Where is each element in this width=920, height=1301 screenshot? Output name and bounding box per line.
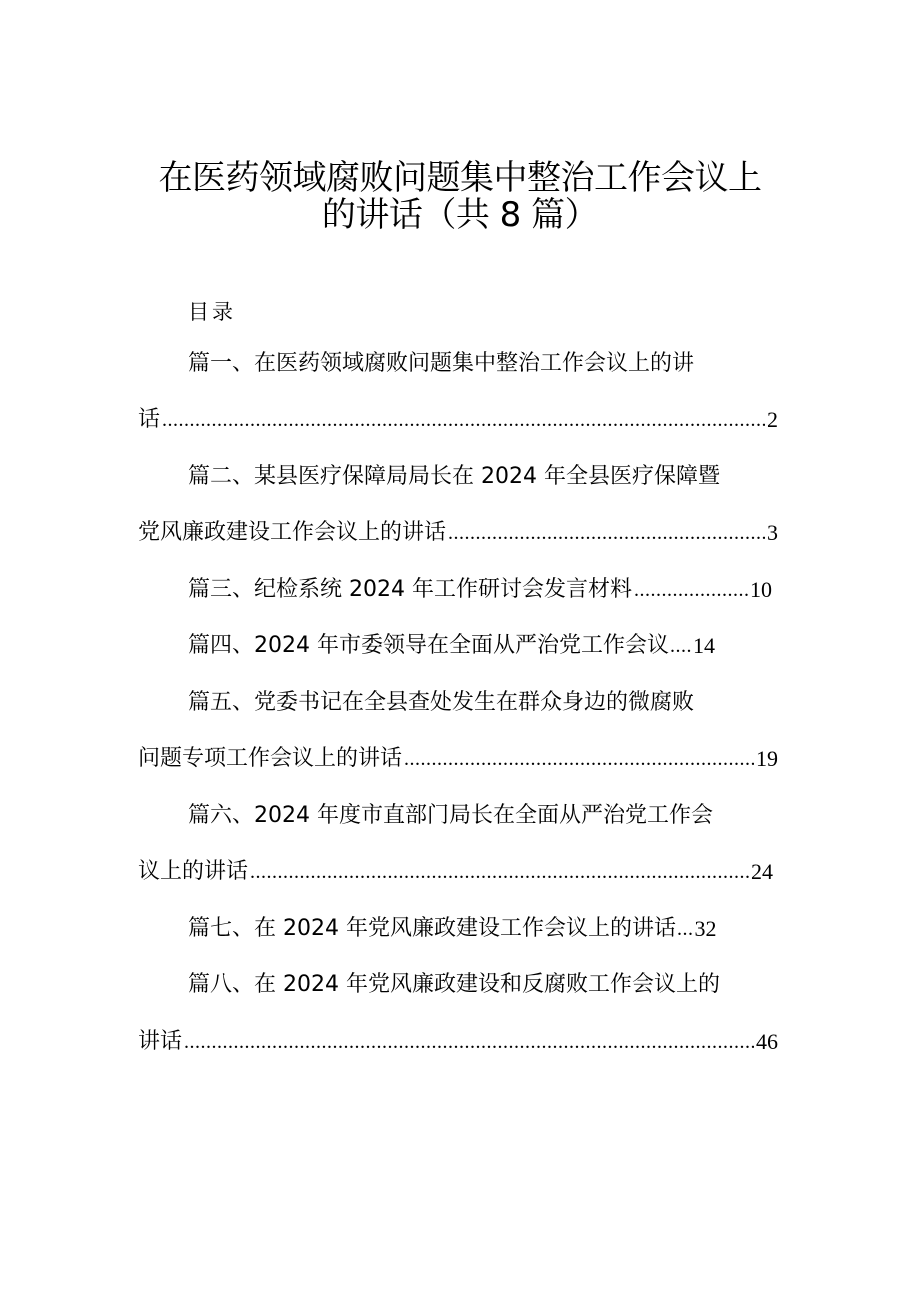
toc-entry-6-text: 议上的讲话 — [138, 859, 249, 884]
toc-leader-dots: ... — [676, 918, 694, 940]
toc-leader-dots — [404, 745, 754, 773]
toc-leader-dots — [634, 576, 748, 604]
toc-leader-dots — [184, 1028, 754, 1056]
toc-entry-4[interactable] — [188, 632, 733, 660]
toc-entry-5-page: 19 — [756, 746, 778, 771]
toc-entry-3[interactable] — [188, 576, 772, 604]
toc-entry-2-line-2[interactable] — [138, 519, 778, 547]
toc-entry-2-page: 3 — [767, 520, 778, 545]
toc-leader-dots — [162, 406, 765, 434]
toc-entry-4-page: 14 — [692, 633, 715, 658]
toc-entry-6-line-1[interactable]: 篇六、2024 年度市直部门局长在全面从严治党工作会 — [188, 803, 713, 828]
toc-entry-5-line-2[interactable] — [138, 745, 778, 773]
toc-entry-1-page: 2 — [767, 407, 778, 432]
toc-entry-5-line-1[interactable]: 篇五、党委书记在全县查处发生在群众身边的微腐败 — [188, 690, 695, 715]
toc-entry-7[interactable] — [188, 915, 733, 943]
toc-entry-6-page: 24 — [751, 859, 773, 884]
toc-entry-2-text: 党风廉政建设工作会议上的讲话 — [138, 520, 447, 545]
toc-entry-4-text: 篇四、2024 年市委领导在全面从严治党工作会议 — [188, 633, 669, 658]
toc-entry-3-page: 10 — [750, 577, 772, 602]
toc-entry-7-page: 32 — [694, 916, 717, 941]
toc-entry-1-line-2[interactable] — [138, 406, 778, 434]
toc-entry-8-line-2[interactable] — [138, 1028, 778, 1056]
toc-entry-3-text: 篇三、纪检系统 2024 年工作研讨会发言材料 — [188, 577, 632, 602]
toc-entry-5-text: 问题专项工作会议上的讲话 — [138, 746, 403, 771]
document-title-line-1: 在医药领域腐败问题集中整治工作会议上 — [158, 158, 762, 198]
toc-entry-8-text: 讲话 — [138, 1029, 183, 1054]
toc-entry-1-line-1[interactable]: 篇一、在医药领域腐败问题集中整治工作会议上的讲 — [188, 351, 695, 376]
toc-entry-2-line-1[interactable]: 篇二、某县医疗保障局局长在 2024 年全县医疗保障暨 — [188, 464, 720, 489]
toc-entry-8-page: 46 — [756, 1029, 778, 1054]
toc-entry-7-text: 篇七、在 2024 年党风廉政建设工作会议上的讲话 — [188, 916, 676, 941]
toc-entry-6-line-2[interactable] — [138, 858, 773, 886]
toc-entry-1-text: 话 — [138, 407, 161, 432]
toc-entry-8-line-1[interactable]: 篇八、在 2024 年党风廉政建设和反腐败工作会议上的 — [188, 972, 720, 997]
toc-leader-dots — [250, 858, 749, 886]
toc-leader-dots: .... — [669, 635, 692, 657]
document-title-line-2: 的讲话（共 8 篇） — [321, 195, 599, 235]
toc-heading: 目录 — [188, 300, 236, 324]
toc-leader-dots — [448, 519, 765, 547]
